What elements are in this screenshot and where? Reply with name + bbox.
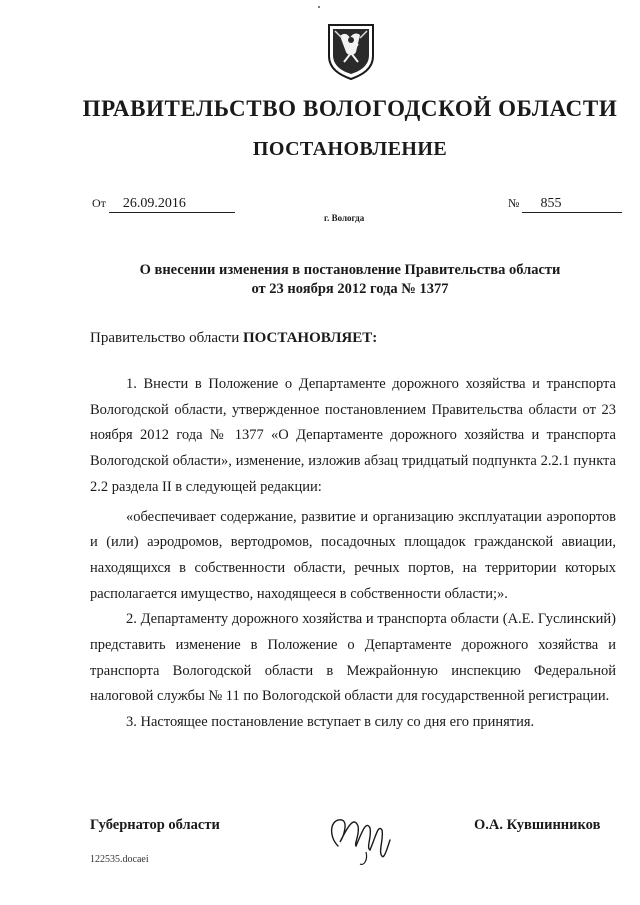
- date-value: 26.09.2016: [109, 196, 235, 213]
- paragraph-1: 1. Внести в Положение о Департаменте дорожного хозяйства и транспорта Вологодской области, утвержденное постановлением Правительства области от 23 ноября 2012 года № 1377 «О Департаменте дорожного хозяйства и транспорта Вологодской области», изменение, изложив абзац тридцатый подпункта 2.2.1 пункта 2.2 раздела II в следующей редакции:: [90, 376, 616, 495]
- decree-verb: ПОСТАНОВЛЯЕТ:: [242, 330, 378, 346]
- number-prefix: №: [508, 196, 520, 210]
- file-reference: 122535.docaei: [90, 854, 149, 865]
- subject-line-2: от 23 ноября 2012 года № 1377: [251, 281, 449, 297]
- scan-speck: [318, 6, 320, 8]
- date-prefix: От: [92, 196, 106, 210]
- coat-of-arms-icon: [326, 22, 376, 80]
- city-label: г. Вологда: [324, 213, 365, 223]
- document-subject: [0, 261, 640, 299]
- date-field: [92, 196, 235, 213]
- government-title: ПРАВИТЕЛЬСТВО ВОЛОГОДСКОЙ ОБЛАСТИ: [82, 96, 618, 121]
- handwritten-signature: [320, 806, 410, 868]
- paragraph-quote: «обеспечивает содержание, развитие и организацию эксплуатации аэропортов и (или) аэродромов, вертодромов, посадочных площадок гражданской авиации, находящихся в собственности области, речных портов, на территории которых располагается имущество, находящееся в собственности области;».: [90, 508, 616, 602]
- document-type-title: ПОСТАНОВЛЕНИЕ: [252, 138, 448, 160]
- paragraph-2: 2. Департаменту дорожного хозяйства и транспорта области (А.Е. Гуслинский) представить изменение в Положение о Департаменте дорожного хозяйства и транспорта Вологодской области в Межрайонную инспекцию Федеральной налоговой службы № 11 по Вологодской области для государственной регистрации.: [90, 611, 616, 705]
- number-value: 855: [522, 196, 622, 213]
- signatory-name: О.А. Кувшинников: [474, 817, 601, 833]
- paragraph-3: 3. Настоящее постановление вступает в силу со дня его принятия.: [126, 714, 535, 731]
- decree-statement: [90, 330, 377, 347]
- decree-lead: Правительство области: [90, 330, 240, 346]
- number-field: [508, 196, 622, 213]
- subject-line-1: О внесении изменения в постановление Правительства области: [139, 262, 561, 278]
- signatory-role: Губернатор области: [90, 817, 220, 833]
- document-body: [90, 372, 616, 736]
